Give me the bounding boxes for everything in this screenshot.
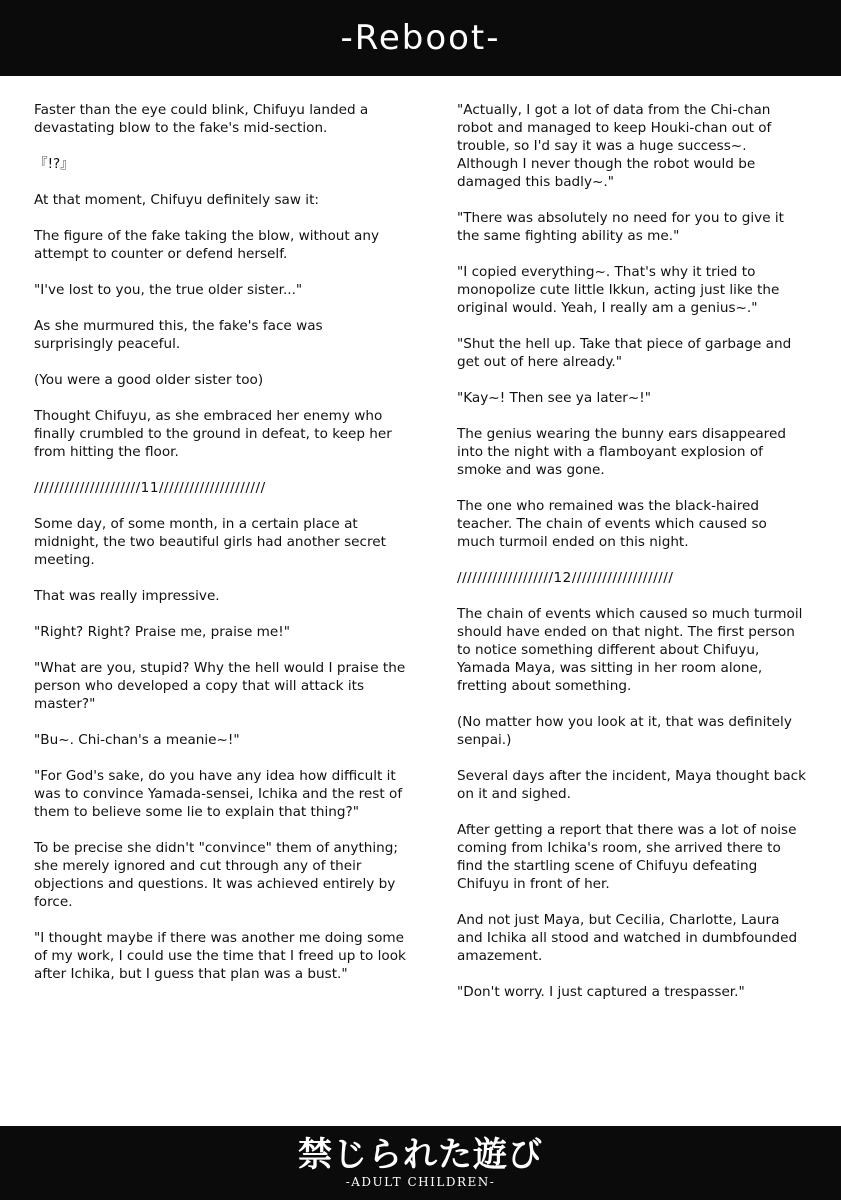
paragraph: "Kay~! Then see ya later~!"	[457, 390, 651, 406]
paragraph: Some day, of some month, in a certain place at midnight, the two beautiful girls had another secret meeting.	[34, 516, 386, 568]
paragraph: The one who remained was the black-haired teacher. The chain of events which caused so much turmoil ended on this night.	[457, 498, 767, 550]
paragraph: "There was absolutely no need for you to give it the same fighting ability as me."	[457, 210, 785, 244]
paragraph: Several days after the incident, Maya thought back on it and sighed.	[457, 768, 806, 802]
paragraph: Thought Chifuyu, as she embraced her enemy who finally crumbled to the ground in defeat, to keep her from hitting the floor.	[34, 408, 392, 460]
paragraph: After getting a report that there was a lot of noise coming from Ichika's room, she arrived there to find the startling scene of Chifuyu defeating Chifuyu in front of her.	[457, 822, 797, 892]
paragraph: And not just Maya, but Cecilia, Charlotte, Laura and Ichika all stood and watched in dumbfounded amazement.	[457, 912, 798, 964]
paragraph: "I thought maybe if there was another me doing some of my work, I could use the time that I freed up to look after Ichika, but I guess that plan was a bust."	[34, 930, 406, 982]
section-divider-12: ///////////////////12////////////////////	[457, 570, 674, 586]
footer-subtitle: -ADULT CHILDREN-	[345, 1175, 496, 1189]
paragraph: 『!?』	[34, 156, 74, 172]
paragraph: "Actually, I got a lot of data from the Chi-chan robot and managed to keep Houki-chan out of trouble, so I'd say it was a huge success~. Although I never though the robot would be damaged this badly~."	[457, 102, 772, 190]
paragraph: "Shut the hell up. Take that piece of garbage and get out of here already."	[457, 336, 792, 370]
paragraph: "Don't worry. I just captured a trespasser."	[457, 984, 745, 1000]
paragraph: The figure of the fake taking the blow, without any attempt to counter or defend herself.	[34, 228, 380, 262]
paragraph: Faster than the eye could blink, Chifuyu landed a devastating blow to the fake's mid-section.	[34, 102, 369, 136]
paragraph: "I've lost to you, the true older sister..."	[34, 282, 303, 298]
footer-bar	[0, 1126, 841, 1200]
paragraph: "Right? Right? Praise me, praise me!"	[34, 624, 290, 640]
paragraph: That was really impressive.	[34, 588, 220, 604]
paragraph: To be precise she didn't "convince" them of anything; she merely ignored and cut through any of their objections and questions. It was achieved entirely by force.	[34, 840, 399, 910]
paragraph: (You were a good older sister too)	[34, 372, 264, 388]
paragraph: As she murmured this, the fake's face was surprisingly peaceful.	[34, 318, 323, 352]
section-divider-11: /////////////////////11/////////////////////	[34, 480, 266, 496]
paragraph: (No matter how you look at it, that was definitely senpai.)	[457, 714, 792, 748]
paragraph: "Bu~. Chi-chan's a meanie~!"	[34, 732, 240, 748]
paragraph: At that moment, Chifuyu definitely saw it:	[34, 192, 319, 208]
paragraph: "What are you, stupid? Why the hell would I praise the person who developed a copy that will attack its master?"	[34, 660, 406, 712]
footer-logo-title: 禁じられた遊び	[298, 1135, 543, 1175]
left-text-column	[34, 101, 406, 1001]
paragraph: "I copied everything~. That's why it tried to monopolize cute little Ikkun, acting just like the original would. Yeah, I really am a genius~."	[457, 264, 780, 316]
chapter-title: -Reboot-	[340, 18, 501, 58]
right-text-column	[457, 101, 807, 1019]
header-bar	[0, 0, 841, 76]
paragraph: "For God's sake, do you have any idea how difficult it was to convince Yamada-sensei, Ichika and the rest of them to believe some lie to explain that thing?"	[34, 768, 403, 820]
paragraph: The chain of events which caused so much turmoil should have ended on that night. The first person to notice something different about Chifuyu, Yamada Maya, was sitting in her room alone, fretting about something.	[457, 606, 803, 694]
paragraph: The genius wearing the bunny ears disappeared into the night with a flamboyant explosion of smoke and was gone.	[457, 426, 786, 478]
